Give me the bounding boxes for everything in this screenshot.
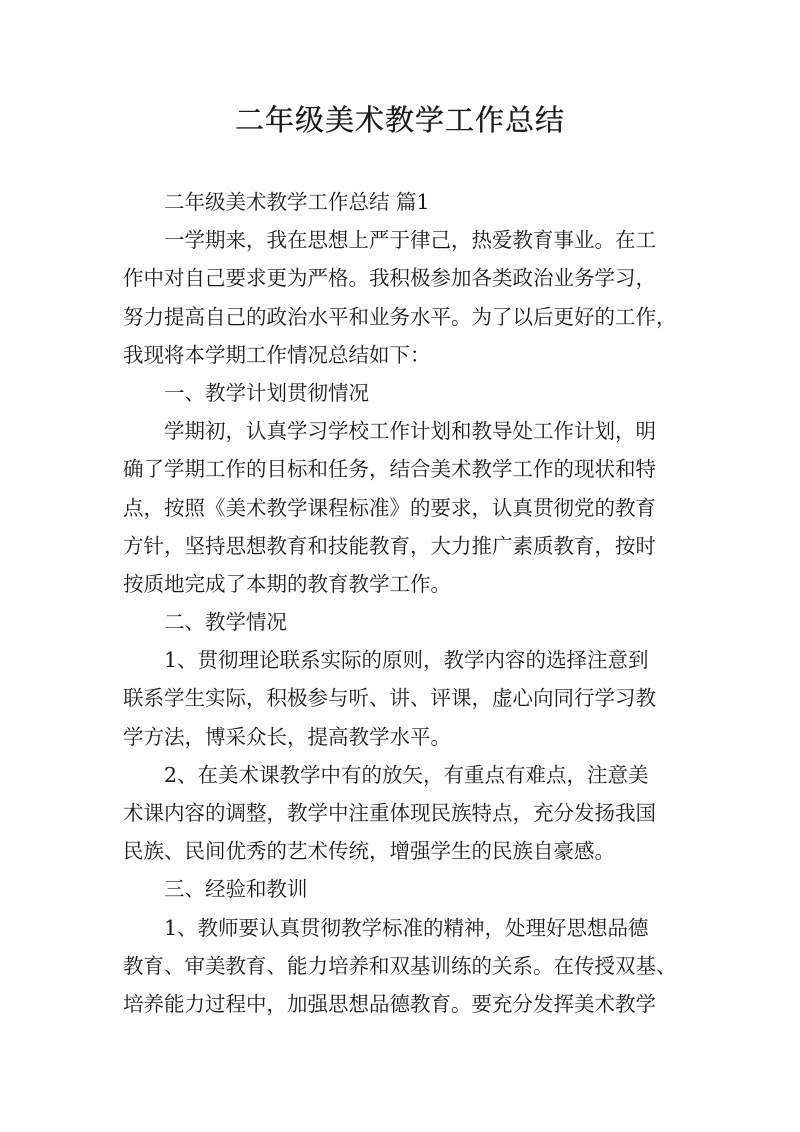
- body-line: 方针，坚持思想教育和技能教育，大力推广素质教育，按时: [123, 533, 656, 558]
- body-line: 教育、审美教育、能力培养和双基训练的关系。在传授双基、: [123, 953, 677, 978]
- document-title: 二年级美术教学工作总结: [234, 103, 565, 137]
- body-line: 二年级美术教学工作总结 篇1: [164, 190, 430, 214]
- body-line: 按质地完成了本期的教育教学工作。: [123, 571, 451, 596]
- section-heading: 二、教学情况: [164, 610, 287, 635]
- section-heading: 一、教学计划贯彻情况: [164, 380, 369, 405]
- document-body: [123, 183, 683, 1023]
- body-line: 我现将本学期工作情况总结如下：: [123, 342, 431, 367]
- body-line: 努力提高自己的政治水平和业务水平。为了以后更好的工作，: [123, 304, 677, 329]
- body-line: 联系学生实际，积极参与听、讲、评课，虚心向同行学习教: [123, 686, 656, 711]
- body-line: 学期初，认真学习学校工作计划和教导处工作计划，明: [164, 419, 656, 444]
- body-line: 一学期来，我在思想上严于律己，热爱教育事业。在工: [164, 228, 656, 253]
- body-line: 2、在美术课教学中有的放矢，有重点有难点，注意美: [164, 762, 649, 787]
- body-line: 培养能力过程中，加强思想品德教育。要充分发挥美术教学: [123, 991, 656, 1016]
- body-line: 术课内容的调整，教学中注重体现民族特点，充分发扬我国: [123, 801, 656, 825]
- body-line: 1、贯彻理论联系实际的原则，教学内容的选择注意到: [164, 648, 649, 673]
- body-line: 作中对自己要求更为严格。我积极参加各类政治业务学习，: [123, 266, 656, 291]
- body-line: 民族、民间优秀的艺术传统，增强学生的民族自豪感。: [123, 839, 615, 864]
- section-heading: 三、经验和教训: [164, 877, 308, 902]
- body-line: 1、教师要认真贯彻教学标准的精神，处理好思想品德: [164, 915, 649, 940]
- body-line: 确了学期工作的目标和任务，结合美术教学工作的现状和特: [123, 457, 656, 482]
- body-line: 学方法，博采众长，提高教学水平。: [123, 724, 451, 749]
- body-line: 点，按照《美术教学课程标准》的要求，认真贯彻党的教育: [123, 495, 656, 520]
